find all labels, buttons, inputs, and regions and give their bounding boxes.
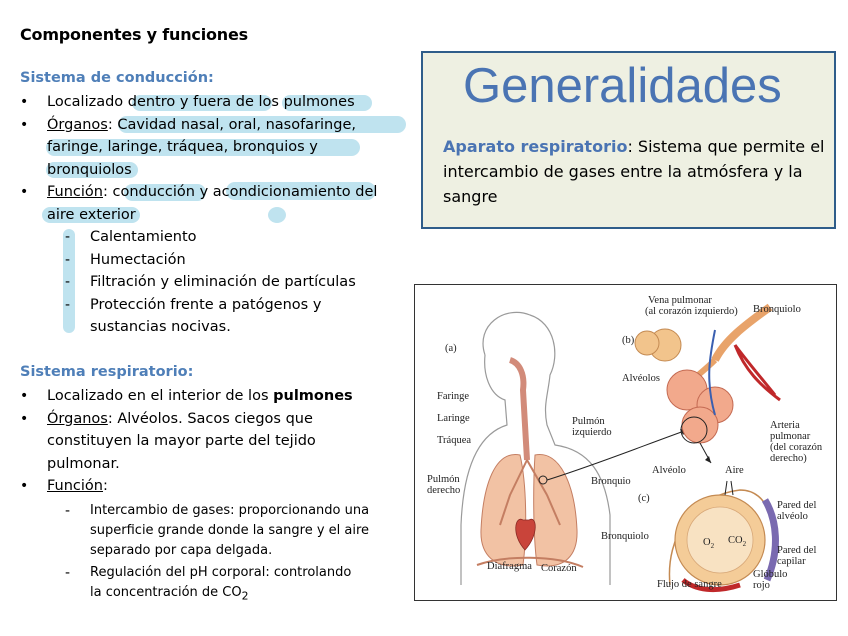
bullet-text: : Cavidad nasal, oral, nasofaringe, bbox=[107, 116, 356, 133]
bullet-label: Función bbox=[47, 184, 103, 200]
conduccion-bullets bbox=[20, 91, 410, 339]
label-pared-alveolo-2: alvéolo bbox=[777, 511, 808, 522]
page-title: Componentes y funciones bbox=[20, 25, 248, 44]
sub-item-text: la concentración de CO bbox=[90, 584, 242, 600]
label-vena-1: Vena pulmonar bbox=[648, 295, 712, 306]
bullet-text: aire exterior bbox=[47, 206, 136, 223]
label-arteria-4: derecho) bbox=[770, 453, 807, 464]
bullet-funcion: • Función: conducción y acondicionamiento del aire exterior bbox=[20, 184, 378, 223]
sub-item-text: Humectación bbox=[90, 251, 186, 268]
label-globulo-2: rojo bbox=[753, 580, 770, 591]
label-diafragma: Diafragma bbox=[487, 561, 532, 572]
sub-item: - Intercambio de gases: proporcionando una superficie grande donde la sangre y el aire separado por capa delgada. bbox=[65, 502, 370, 558]
respiratory-figure bbox=[414, 284, 837, 601]
sub-item: - Protección frente a patógenos y sustancias nocivas. bbox=[65, 296, 322, 335]
bullet-text: : conducción y acondicionamiento del bbox=[103, 184, 378, 200]
sub-item-text: Calentamiento bbox=[90, 229, 197, 245]
bullet-text: faringe, laringe, tráquea, bronquios y bbox=[47, 139, 318, 155]
label-arteria-2: pulmonar bbox=[770, 431, 811, 442]
sub-item-text: Regulación del pH corporal: controlando bbox=[90, 564, 352, 580]
bullet-localizacion: • Localizado en el interior de los pulmones bbox=[20, 388, 353, 404]
label-flujo: Flujo de sangre bbox=[657, 579, 722, 590]
label-co2-text: CO bbox=[728, 535, 743, 546]
box-lead: Aparato respiratorio bbox=[443, 137, 628, 156]
sub-item: - Filtración y eliminación de partículas bbox=[65, 274, 356, 290]
bullet-text: : bbox=[103, 478, 108, 494]
label-faringe: Faringe bbox=[437, 391, 470, 402]
label-a: (a) bbox=[445, 343, 457, 354]
bullet-bold: pulmones bbox=[273, 388, 353, 404]
bullet-text: Localizado en el interior de los bbox=[47, 388, 274, 404]
box-body: : Sistema que permite el intercambio de gases entre la atmósfera y la sangre bbox=[443, 137, 825, 206]
label-corazon: Corazón bbox=[541, 563, 577, 574]
label-arteria-3: (del corazón bbox=[770, 442, 823, 453]
bullet-text: Localizado dentro y fuera de los pulmones bbox=[47, 94, 355, 110]
label-pulmon-derecho-1: Pulmón bbox=[427, 474, 460, 485]
bullet-localizacion: • Localizado dentro y fuera de los pulmones bbox=[20, 94, 355, 110]
sub-list bbox=[20, 501, 415, 607]
label-bronquiolo-a: Bronquiolo bbox=[601, 531, 649, 542]
sub-item-text: sustancias nocivas. bbox=[90, 319, 231, 335]
sub-item-text: superficie grande donde la sangre y el aire bbox=[90, 522, 370, 538]
bullet-organos: • Órganos: Cavidad nasal, oral, nasofaringe, faringe, laringe, tráquea, bronquios y bronquiolos bbox=[20, 116, 356, 178]
label-alveolos: Alvéolos bbox=[622, 373, 660, 384]
sub-item-text: separado por capa delgada. bbox=[90, 542, 273, 558]
bullet-label: Función bbox=[47, 478, 103, 494]
bullet-text: bronquiolos bbox=[47, 161, 132, 178]
label-pulmon-izquierdo-1: Pulmón bbox=[572, 416, 605, 427]
label-pared-alveolo-1: Pared del bbox=[777, 500, 817, 511]
label-o2: $O_2$ bbox=[703, 537, 715, 551]
label-alveolo: Alvéolo bbox=[652, 465, 686, 476]
sub-item: - Humectación bbox=[65, 251, 186, 268]
respiratorio-bullets bbox=[20, 385, 415, 606]
sub-item-text: Filtración y eliminación de partículas bbox=[90, 274, 356, 290]
bullet-organos: • Órganos: Alvéolos. Sacos ciegos que constituyen la mayor parte del tejido pulmonar. bbox=[20, 410, 316, 472]
bullet-text: pulmonar. bbox=[47, 455, 120, 472]
label-vena-2: (al corazón izquierdo) bbox=[645, 306, 738, 317]
sub-item: - Calentamiento bbox=[65, 229, 197, 245]
label-traquea: Tráquea bbox=[437, 435, 472, 446]
label-pared-capilar-1: Pared del bbox=[777, 545, 817, 556]
label-arteria-1: Arteria bbox=[770, 420, 800, 431]
bullet-label: Órganos bbox=[47, 116, 108, 133]
label-o2-text: O bbox=[703, 537, 711, 548]
sub-list bbox=[20, 226, 410, 339]
label-pared-capilar-2: capilar bbox=[777, 556, 806, 567]
label-laringe: Laringe bbox=[437, 413, 470, 424]
bullet-text: constituyen la mayor parte del tejido bbox=[47, 433, 316, 449]
bullet-funcion: • Función: bbox=[20, 478, 108, 494]
label-b: (b) bbox=[622, 335, 635, 346]
label-aire: Aire bbox=[725, 465, 744, 476]
bullet-label: Órganos bbox=[47, 410, 108, 427]
label-pulmon-derecho-2: derecho bbox=[427, 485, 461, 496]
sub-item-text: Protección frente a patógenos y bbox=[90, 296, 322, 313]
section-heading-conduccion: Sistema de conducción: bbox=[20, 70, 214, 86]
label-co2: $CO_2$ bbox=[728, 535, 747, 549]
section-heading-respiratorio: Sistema respiratorio: bbox=[20, 364, 194, 380]
subscript: 2 bbox=[241, 589, 249, 603]
label-c: (c) bbox=[638, 493, 650, 504]
sub-item-text: Intercambio de gases: proporcionando una bbox=[90, 502, 370, 518]
box-text bbox=[443, 134, 828, 209]
label-pulmon-izquierdo-2: izquierdo bbox=[572, 427, 612, 438]
box-title: Generalidades bbox=[463, 59, 782, 113]
label-bronquio: Bronquio bbox=[591, 476, 631, 487]
label-bronquiolo-b: Bronquiolo bbox=[753, 304, 801, 315]
sub-item: - Regulación del pH corporal: controlando la concentración de $CO_2$ bbox=[65, 564, 352, 603]
bullet-text: : Alvéolos. Sacos ciegos que bbox=[107, 410, 313, 427]
label-globulo-1: Glóbulo bbox=[753, 569, 788, 580]
